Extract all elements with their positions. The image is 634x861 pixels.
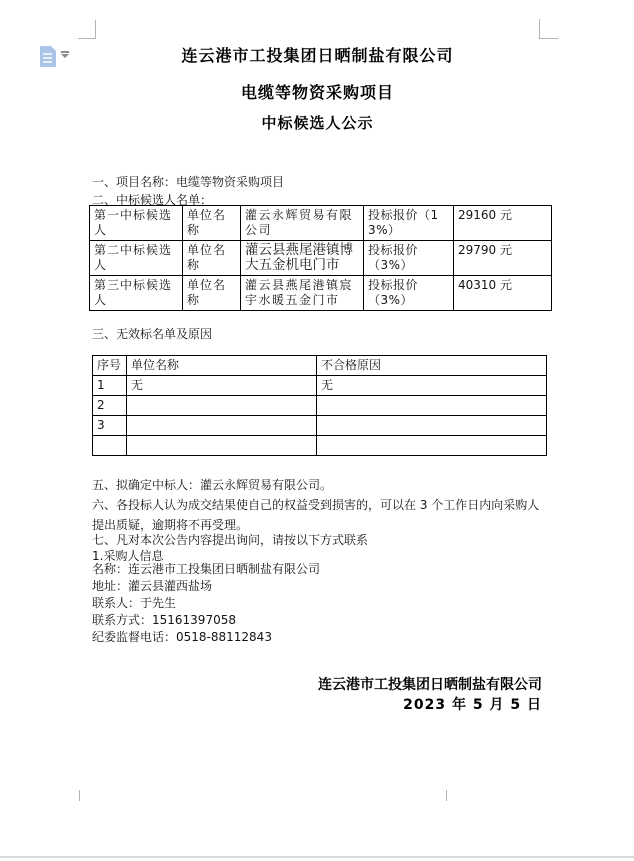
section-3-invalid-bids-heading: 三、无效标名单及原因	[92, 327, 213, 341]
cell-unit-name	[127, 416, 317, 436]
table-header-row	[93, 356, 547, 376]
contact-address: 地址：灌云县灌西盐场	[92, 579, 213, 593]
chevron-down-icon	[61, 51, 69, 53]
footer-date: 2023 年 5 月 5 日	[403, 697, 542, 713]
cell-price: 40310 元	[454, 276, 552, 311]
paste-icon	[40, 46, 56, 67]
doc-title-company: 连云港市工投集团日晒制盐有限公司	[181, 46, 454, 65]
cell-unit-label: 单位名称	[183, 276, 241, 311]
cell-reason	[317, 396, 547, 416]
cell-unit-name	[127, 396, 317, 416]
contact-person: 联系人：于先生	[92, 596, 177, 610]
cell-unit-label: 单位名称	[183, 241, 241, 276]
cell-seq	[93, 436, 127, 456]
cell-seq: 2	[93, 396, 127, 416]
cell-unit-label: 单位名称	[183, 206, 241, 241]
paste-icon-fold	[51, 46, 56, 51]
table-row	[93, 376, 547, 396]
cell-company: 灌云永辉贸易有限公司	[241, 206, 364, 241]
cell-rank: 第二中标候选人	[90, 241, 183, 276]
doc-title-project: 电缆等物资采购项目	[240, 83, 394, 102]
invalid-bids-table	[92, 355, 547, 456]
paste-icon-line	[43, 53, 52, 55]
cell-unit-name	[127, 436, 317, 456]
cell-rank: 第三中标候选人	[90, 276, 183, 311]
section-1-project-name: 一、项目名称：电缆等物资采购项目	[92, 175, 285, 189]
table-row	[90, 206, 552, 241]
text-boundary-mark-top-left-v	[95, 20, 96, 39]
candidates-table	[89, 205, 552, 311]
cell-rank: 第一中标候选人	[90, 206, 183, 241]
cell-price-label: 投标报价（3%）	[364, 241, 454, 276]
doc-title-announcement: 中标候选人公示	[261, 114, 374, 132]
cell-seq: 1	[93, 376, 127, 396]
paste-icon-line	[43, 57, 52, 59]
text-boundary-mark-top-right-h	[539, 38, 558, 39]
table-row	[93, 416, 547, 436]
cell-company: 灌云县燕尾港镇宸宇水暖五金门市	[241, 276, 364, 311]
cell-reason	[317, 436, 547, 456]
paste-icon-line	[43, 61, 52, 63]
section-2-candidate-list-heading: 二、中标候选人名单：	[92, 193, 213, 207]
text-boundary-mark-bottom-right-v	[446, 790, 447, 801]
cell-price: 29160 元	[454, 206, 552, 241]
cell-seq: 3	[93, 416, 127, 436]
table-row	[93, 436, 547, 456]
contact-name: 名称：连云港市工投集团日晒制盐有限公司	[92, 562, 321, 576]
table-row	[93, 396, 547, 416]
contact-supervision-phone: 纪委监督电话：0518-88112843	[92, 630, 272, 644]
buyer-contact-block	[92, 561, 542, 646]
page-bottom-edge	[0, 856, 634, 858]
section-6-objection-period: 六、各投标人认为成交结果使自己的权益受到损害的，可以在 3 个工作日内向采购人提出质疑，逾期将不再受理。	[92, 498, 540, 532]
section-7-contact-heading: 七、凡对本次公告内容提出询问，请按以下方式联系	[92, 533, 369, 547]
text-boundary-mark-top-left-h	[78, 38, 96, 39]
header-reason: 不合格原因	[317, 356, 547, 376]
section-5-winner: 五、拟确定中标人：灌云永辉贸易有限公司。	[92, 478, 333, 492]
cell-price-label: 投标报价（13%）	[364, 206, 454, 241]
text-boundary-mark-top-right-v	[539, 19, 540, 39]
cell-price: 29790 元	[454, 241, 552, 276]
cell-reason	[317, 416, 547, 436]
paste-options-button[interactable]	[38, 44, 72, 70]
header-unit-name: 单位名称	[127, 356, 317, 376]
buyer-info-heading: 1.采购人信息	[92, 549, 164, 563]
cell-unit-name: 无	[127, 376, 317, 396]
cell-company: 灌云县燕尾港镇博大五金机电门市	[241, 241, 364, 276]
cell-price-label: 投标报价（3%）	[364, 276, 454, 311]
footer-company: 连云港市工投集团日晒制盐有限公司	[318, 677, 542, 693]
table-row	[90, 241, 552, 276]
table-row	[90, 276, 552, 311]
chevron-down-icon	[61, 54, 69, 58]
text-boundary-mark-bottom-left-v	[79, 790, 80, 801]
header-seq: 序号	[93, 356, 127, 376]
cell-reason: 无	[317, 376, 547, 396]
contact-phone: 联系方式：15161397058	[92, 613, 236, 627]
